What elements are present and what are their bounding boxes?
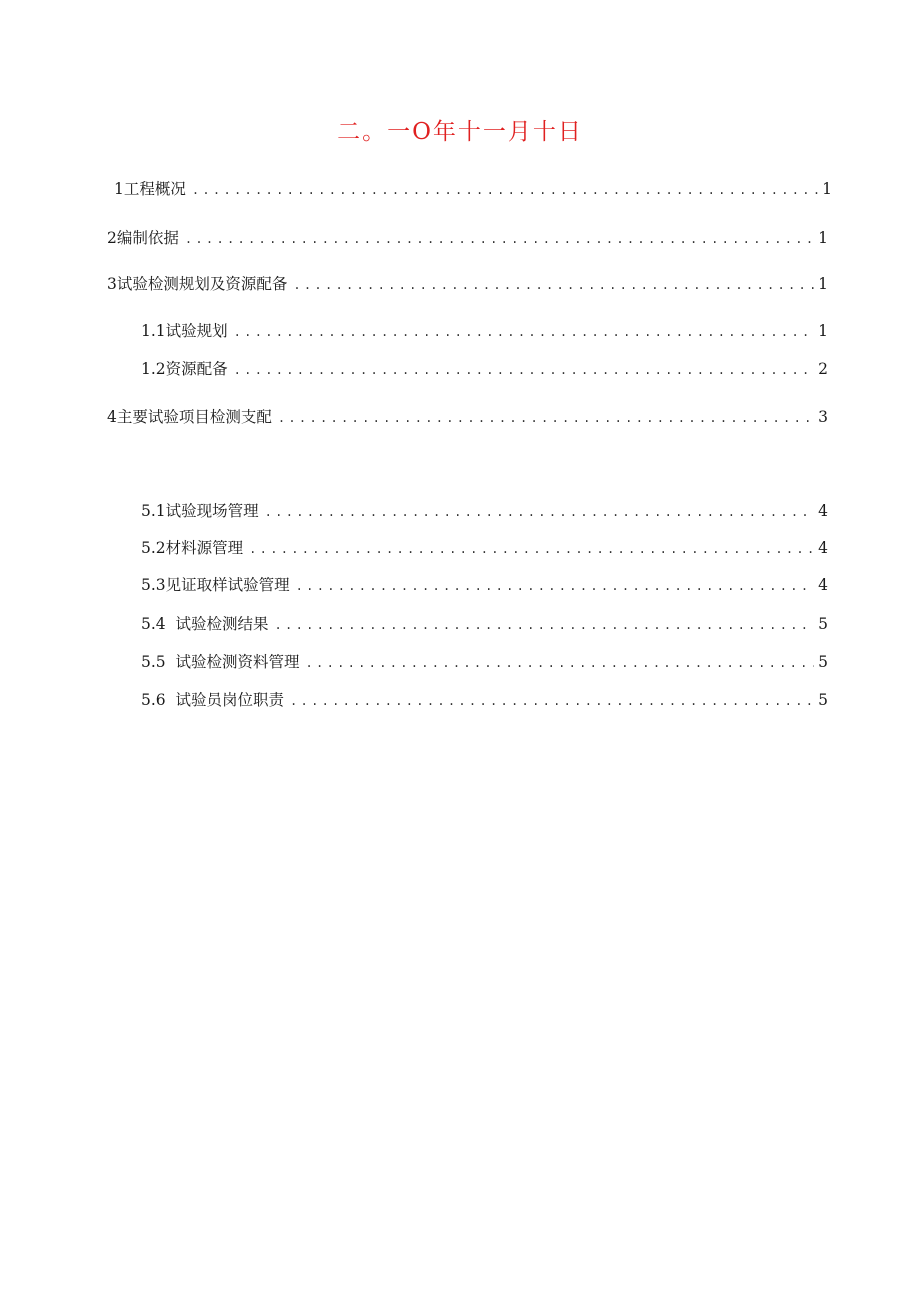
- toc-entry-label: 5.1试验现场管理: [141, 502, 259, 520]
- toc-page-number: 1: [818, 322, 828, 340]
- toc-leader-dots: [265, 501, 814, 523]
- toc-page-number: 5: [818, 653, 828, 671]
- toc-entry-5-5[interactable]: [141, 651, 828, 673]
- toc-page-number: 1: [822, 180, 832, 198]
- toc-leader-dots: [192, 179, 818, 201]
- toc-entry-3[interactable]: [107, 273, 828, 295]
- toc-leader-dots: [306, 652, 815, 674]
- toc-entry-5-1[interactable]: [141, 500, 828, 522]
- toc-page-number: 2: [818, 360, 828, 378]
- toc-entry-5-4[interactable]: [141, 613, 828, 635]
- toc-entry-label: 5.5 试验检测资料管理: [141, 653, 300, 671]
- toc-entry-3-2[interactable]: [141, 358, 828, 380]
- toc-entry-2[interactable]: [107, 227, 828, 249]
- toc-entry-label: 5.2材料源管理: [141, 539, 244, 557]
- toc-entry-label: 1.1试验规划: [141, 322, 228, 340]
- toc-entry-1[interactable]: [114, 178, 832, 200]
- toc-page-number: 5: [818, 615, 828, 633]
- toc-entry-label: 5.4 试验检测结果: [141, 615, 269, 633]
- toc-entry-5-2[interactable]: [141, 537, 828, 559]
- toc-leader-dots: [293, 274, 814, 296]
- toc-page-number: 3: [818, 408, 828, 426]
- toc-page-number: 4: [818, 502, 828, 520]
- toc-entry-label: 1.2资源配备: [141, 360, 228, 378]
- toc-leader-dots: [185, 228, 814, 250]
- date-heading: 二。一O年十一月十日: [337, 119, 583, 145]
- toc-leader-dots: [296, 575, 814, 597]
- toc-page-number: 4: [818, 539, 828, 557]
- toc-page-number: 5: [818, 691, 828, 709]
- toc-leader-dots: [249, 538, 814, 560]
- toc-leader-dots: [234, 321, 814, 343]
- toc-page-number: 1: [818, 275, 828, 293]
- toc-entry-label: 5.3见证取样试验管理: [141, 576, 290, 594]
- toc-leader-dots: [290, 690, 814, 712]
- toc-entry-label: 2编制依据: [107, 229, 179, 247]
- toc-entry-label: 1工程概况: [114, 180, 186, 198]
- toc-entry-label: 4主要试验项目检测支配: [107, 408, 272, 426]
- toc-leader-dots: [278, 407, 814, 429]
- toc-entry-label: 3试验检测规划及资源配备: [107, 275, 288, 293]
- toc-entry-3-1[interactable]: [141, 320, 828, 342]
- toc-page-number: 1: [818, 229, 828, 247]
- toc-entry-5-3[interactable]: [141, 574, 828, 596]
- toc-entry-label: 5.6 试验员岗位职责: [141, 691, 285, 709]
- toc-page-number: 4: [818, 576, 828, 594]
- toc-leader-dots: [275, 614, 815, 636]
- toc-entry-5-6[interactable]: [141, 689, 828, 711]
- toc-entry-4[interactable]: [107, 406, 828, 428]
- toc-leader-dots: [234, 359, 814, 381]
